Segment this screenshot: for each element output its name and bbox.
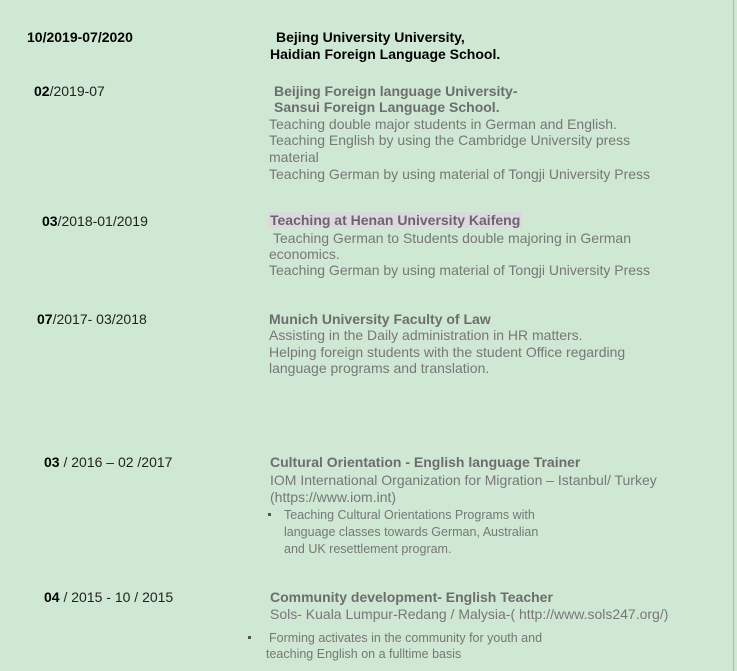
entry-title: Beijing Foreign language University- — [274, 83, 518, 99]
entry-line: IOM International Organization for Migration – Istanbul/ Turkey — [270, 472, 657, 488]
entry-title: Teaching at Henan University Kaifeng — [270, 212, 521, 228]
entry-date: 02/2019-07 — [34, 83, 105, 99]
entry-line: Teaching German to Students double majoring in German — [273, 230, 631, 246]
bullet-line: Teaching Cultural Orientations Programs with — [284, 508, 535, 522]
entry-title: Community development- English Teacher — [270, 589, 553, 605]
entry-line: language programs and translation. — [269, 360, 490, 376]
bullet-line: teaching English on a fulltime basis — [266, 647, 462, 661]
entry-title: Munich University Faculty of Law — [269, 311, 491, 327]
entry-date: 04 / 2015 - 10 / 2015 — [44, 589, 174, 605]
bullet-line: Forming activates in the community for youth and — [269, 631, 543, 645]
entry-date: 07/2017- 03/2018 — [37, 311, 147, 327]
bullet-icon — [248, 636, 251, 639]
page-edge — [733, 0, 734, 671]
entry-date: 10/2019-07/2020 — [27, 29, 133, 45]
entry-line: Teaching German by using material of Tongji University Press — [269, 262, 651, 278]
entry-title: Bejing University University, — [276, 29, 465, 45]
entry-title: Haidian Foreign Language School. — [270, 46, 501, 62]
entry-line: economics. — [269, 246, 340, 262]
entry-title: Cultural Orientation - English language Trainer — [270, 454, 581, 470]
entry-line: Sols- Kuala Lumpur-Redang / Malysia-( http://www.sols247.org/) — [270, 606, 669, 622]
entry-date: 03/2018-01/2019 — [42, 213, 148, 229]
entry-date: 03 / 2016 – 02 /2017 — [44, 454, 173, 470]
entry-line: Teaching English by using the Cambridge University press — [269, 132, 631, 148]
entry-line: Assisting in the Daily administration in HR matters. — [269, 327, 583, 343]
entry-line: Teaching German by using material of Tongji University Press — [269, 166, 651, 182]
entry-line: Helping foreign students with the student Office regarding — [269, 344, 626, 360]
entry-line: (https://www.iom.int) — [270, 489, 397, 505]
entry-line: Teaching double major students in German and English. — [269, 116, 617, 132]
entry-title: Sansui Foreign Language School. — [274, 99, 500, 115]
bullet-icon — [268, 513, 271, 516]
bullet-line: language classes towards German, Australian — [284, 525, 539, 539]
bullet-line: and UK resettlement program. — [284, 542, 452, 556]
entry-line: material — [269, 149, 319, 165]
